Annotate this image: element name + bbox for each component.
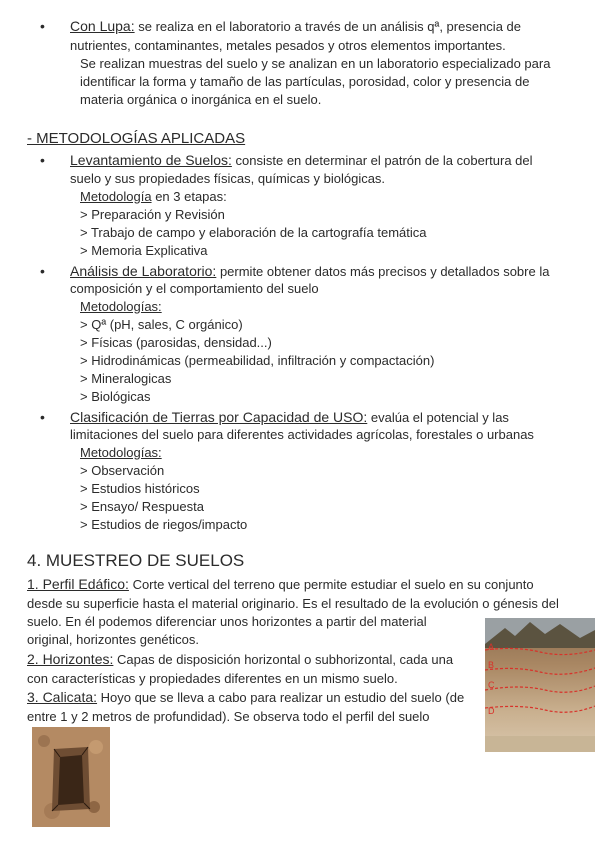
horizontes-text1: Capas de disposición horizontal o subhorizontal, cada una (117, 652, 454, 667)
analisis-text1: permite obtener datos más precisos y detallados sobre la (219, 264, 550, 279)
profile-label-b: B (488, 660, 495, 670)
lupa-line5: materia orgánica o inorgánica en el suelo. (80, 92, 322, 107)
horizontes-title: 2. Horizontes: (27, 651, 114, 667)
clasificacion-text1: evalúa el potencial y las (370, 410, 509, 425)
bullet: • (40, 152, 45, 168)
calicata-illustration (32, 727, 110, 827)
clasificacion-item: > Estudios históricos (80, 481, 200, 496)
lupa-line4: identificar la forma y tamaño de las partículas, porosidad, color y presencia de (80, 74, 530, 89)
perfil-line3: suelo. En él podemos diferenciar unos horizontes a partir del material (27, 614, 427, 629)
lupa-text1: se realiza en el laboratorio a través de un análisis qª, presencia de (138, 19, 521, 34)
levantamiento-item: > Memoria Explicativa (80, 243, 208, 258)
levantamiento-item: > Trabajo de campo y elaboración de la cartografía temática (80, 225, 427, 240)
lupa-line3: Se realizan muestras del suelo y se analizan en un laboratorio especializado para (80, 56, 551, 71)
soil-profile-illustration (485, 618, 595, 752)
calicata-title: 3. Calicata: (27, 689, 98, 705)
profile-label-a: A (488, 642, 495, 652)
muestreo-heading: 4. MUESTREO DE SUELOS (27, 551, 245, 570)
analisis-item: > Hidrodinámicas (permeabilidad, infiltración y compactación) (80, 353, 435, 368)
clasificacion-line1 (70, 408, 509, 427)
lupa-line1 (70, 17, 521, 36)
perfil-line4: original, horizontes genéticos. (27, 632, 199, 647)
analisis-title: Análisis de Laboratorio: (70, 263, 217, 279)
levantamiento-item: > Preparación y Revisión (80, 207, 225, 222)
analisis-item: > Físicas (parosidas, densidad...) (80, 335, 272, 350)
clasificacion-item: > Ensayo/ Respuesta (80, 499, 204, 514)
calicata-line2: entre 1 y 2 metros de profundidad). Se observa todo el perfil del suelo (27, 709, 430, 724)
levantamiento-line1 (70, 151, 533, 170)
levantamiento-label (80, 188, 227, 206)
analisis-item: > Biológicas (80, 389, 151, 404)
perfil-text1: Corte vertical del terreno que permite estudiar el suelo en su conjunto (132, 577, 534, 592)
levantamiento-text1: consiste en determinar el patrón de la cobertura del (235, 153, 533, 168)
soil-profile-photo (485, 618, 595, 752)
levantamiento-line2: suelo y sus propiedades físicas, químicas y biológicas. (70, 171, 386, 186)
levantamiento-label-rest: en 3 etapas: (155, 189, 227, 204)
lupa-title: Con Lupa: (70, 18, 135, 34)
profile-label-d: D (488, 706, 495, 716)
levantamiento-label-u: Metodología (80, 189, 152, 204)
calicata-line1 (27, 688, 464, 707)
bullet: • (40, 18, 45, 34)
bullet: • (40, 263, 45, 279)
perfil-title: 1. Perfil Edáfico: (27, 576, 129, 592)
horizontes-line1 (27, 650, 453, 669)
clasificacion-label: Metodologías: (80, 445, 162, 460)
perfil-line1 (27, 575, 534, 594)
clasificacion-title: Clasificación de Tierras por Capacidad de USO: (70, 409, 368, 425)
lupa-line2: nutrientes, contaminantes, metales pesados y otros elementos importantes. (70, 38, 506, 53)
calicata-photo (32, 727, 110, 827)
profile-label-c: C (488, 680, 495, 690)
analisis-line1 (70, 262, 549, 281)
clasificacion-item: > Observación (80, 463, 165, 478)
clasificacion-line2: limitaciones del suelo para diferentes actividades agrícolas, forestales o urbanas (70, 427, 534, 442)
metodologias-heading: - METODOLOGÍAS APLICADAS (27, 130, 246, 147)
horizontes-line2: con características y propiedades diferentes en un mismo suelo. (27, 671, 398, 686)
analisis-item: > Mineralogicas (80, 371, 172, 386)
perfil-line2: desde su superficie hasta el material originario. Es el resultado de la evolución o génesis del (27, 596, 559, 611)
analisis-item: > Qª (pH, sales, C orgánico) (80, 317, 243, 332)
analisis-label: Metodologías: (80, 299, 162, 314)
levantamiento-title: Levantamiento de Suelos: (70, 152, 232, 168)
clasificacion-item: > Estudios de riegos/impacto (80, 517, 248, 532)
calicata-text1: Hoyo que se lleva a cabo para realizar un estudio del suelo (de (100, 690, 465, 705)
analisis-line2: composición y el comportamiento del suelo (70, 281, 319, 296)
bullet: • (40, 409, 45, 425)
